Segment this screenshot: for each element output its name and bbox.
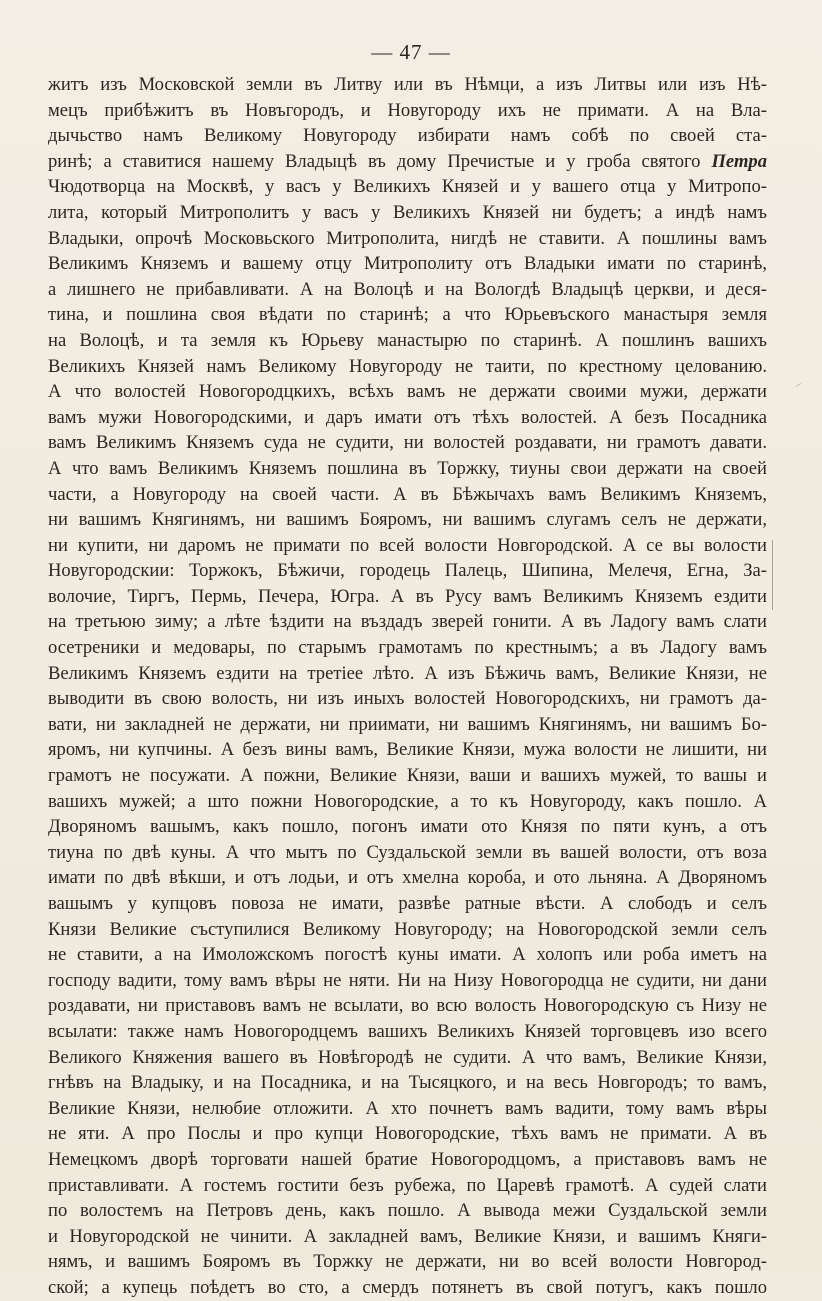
text-line: ской; а купець поѣдетъ во сто, а смердъ потянетъ въ свой потугъ, какъ пошло [48,1276,767,1298]
text-line: Великимъ Княземъ ездити на третіее лѣто. А изъ Бѣжичь вамъ, Великие Князи, не [48,662,767,684]
text-line: Великие Князи, нелюбие отложити. А хто почнетъ вамъ вадити, тому вамъ вѣры [48,1097,767,1119]
margin-tick-mark [796,383,805,392]
text-line: не яти. А про Послы и про купци Новогородские, тѣхъ вамъ не примати. А въ [48,1123,767,1145]
text-line: ни купити, ни даромъ не примати по всей волости Новгородской. А се вы волости [48,534,767,556]
text-line: Князи Великие съступилися Великому Новугороду; на Новогородской земли селъ [48,918,767,940]
text-line: всылати: также намъ Новогородцемъ вашихъ Великихъ Князей торговцевъ изо всего [48,1020,767,1042]
text-line: не ставити, а на Имоложскомъ погостѣ куны имати. А холопъ или роба иметъ на [48,944,767,966]
text-line: и Новугородской не чинити. А закладней вамъ, Великие Князи, и вашимъ Княги- [48,1225,767,1247]
text-line: Немецкомъ дворѣ торговати нашей братие Новогородцомъ, а приставовъ вамъ не [48,1148,767,1170]
text-line: Чюдотворца на Москвѣ, у васъ у Великихъ Князей и у вашего отца у Митропо- [48,176,767,198]
text-line: роздавати, ни приставовъ вамъ не всылати, во всю волость Новогородскую съ Низу не [48,995,767,1017]
text-line: Великого Княжения вашего въ Новѣгородѣ не судити. А что вамъ, Великие Князи, [48,1046,767,1068]
text-line: яромъ, ни купчины. А безъ вины вамъ, Великие Князи, мужа волости не лишити, ни [48,739,767,761]
text-line: грамотъ не посужати. А пожни, Великие Князи, ваши и вашихъ мужей, то вашы и [48,765,767,787]
text-line: дычьство намъ Великому Новугороду избирати намъ собѣ по своей ста- [48,125,767,147]
text-line: выводити въ свою волость, ни изъ иныхъ волостей Новогородскихъ, ни грамотъ да- [48,688,767,710]
text-line: а лишнего не прибавливати. А на Волоцѣ и на Вологдѣ Владыцѣ церкви, и деся- [48,278,767,300]
text-line: нямъ, и вашимъ Бояромъ въ Торжку не держати, ни во всей волости Новгород- [48,1251,767,1273]
text-line: Новугородскии: Торжокъ, Бѣжичи, городець Палець, Шипина, Мелечя, Егна, За- [48,560,767,582]
text-line: на третьюю зиму; а лѣте ѣздити на въздадъ зверей гонити. А въ Ладогу вамъ слати [48,611,767,633]
text-line: вати, ни закладней не держати, ни приимати, ни вашимъ Княгинямъ, ни вашимъ Бо- [48,713,767,735]
text-line: А что волостей Новогородцкихъ, всѣхъ вамъ не держати своими мужи, держати [48,381,767,403]
text-line: господу вадити, тому вамъ вѣры не няти. Ни на Низу Новогородца не судити, ни дани [48,969,767,991]
text-line: вамъ мужи Новогородскими, и даръ имати отъ тѣхъ волостей. А безъ Посадника [48,406,767,428]
text-line: вашихъ мужей; а што пожни Новогородские, а то къ Новугороду, какъ пошло. А [48,790,767,812]
text-line: приставливати. А гостемъ гостити безъ рубежа, по Царевѣ грамотѣ. А судей слати [48,1174,767,1196]
text-line: части, а Новугороду на своей части. А въ Бѣжычахъ вамъ Великимъ Княземъ, [48,483,767,505]
text-line: осетреники и медовары, по старымъ грамотамъ по крестнымъ; а въ Ладогу вамъ [48,637,767,659]
text-line: тиуна по двѣ куны. А что мытъ по Суздальской земли въ вашей волости, отъ воза [48,841,767,863]
text-line: гнѣвъ на Владыку, и на Посадника, и на Тысяцкого, и на весь Новгородъ; то вамъ, [48,1072,767,1094]
page-number: — 47 — [371,40,451,64]
text-line: лита, который Митрополитъ у васъ у Великихъ Князей ни будетъ; а индѣ намъ [48,201,767,223]
text-line: Великихъ Князей намъ Великому Новугороду не таити, по крестному целованию. [48,355,767,377]
text-line: на Волоцѣ, и та земля къ Юрьеву манастырю по старинѣ. А пошлинъ вашихъ [48,329,767,351]
text-line: ни вашимъ Княгинямъ, ни вашимъ Бояромъ, ни вашимъ слугамъ селъ не держати, [48,509,767,531]
text-line: имати по двѣ вѣкши, и отъ лодьи, и отъ хмелна короба, и ото льняна. А Дворяномъ [48,867,767,889]
text-line: Дворяномъ вашымъ, какъ пошло, погонъ имати ото Князя по пяти кунъ, а отъ [48,816,767,838]
text-line: ринѣ; а ставитися нашему Владыцѣ въ дому Пречистые и у гроба святого Петра [48,150,767,172]
body-text [48,72,767,1301]
text-line: тина, и пошлина своя вѣдати по старинѣ; а что Юрьевъского манастыря земля [48,304,767,326]
text-line: житъ изъ Московской земли въ Литву или въ Нѣмци, а изъ Литвы или изъ Нѣ- [48,74,767,95]
text-line: вамъ Великимъ Княземъ суда не судити, ни волостей роздавати, ни грамотъ давати. [48,432,767,454]
text-line: Владыки, опрочѣ Московьского Митрополита, нигдѣ не ставити. А пошлины вамъ [48,227,767,249]
text-line: мецъ прибѣжитъ въ Новъгородъ, и Новугороду ихъ не примати. А на Вла- [48,99,767,121]
margin-bracket-mark [772,540,775,610]
text-line: по волостемъ на Петровъ день, какъ пошло. А вывода межи Суздальской земли [48,1200,767,1222]
text-line: А что вамъ Великимъ Княземъ пошлина въ Торжку, тиуны свои держати на своей [48,457,767,479]
text-line: волочие, Тиргъ, Пермь, Печера, Югра. А въ Русу вамъ Великимъ Княземъ ездити [48,585,767,607]
text-line: Великимъ Княземъ и вашему отцу Митрополиту отъ Владыки имати по старинѣ, [48,253,767,275]
text-line: вашымъ у купцовъ повоза не имати, развѣе ратные вѣсти. А слободъ и селъ [48,893,767,914]
